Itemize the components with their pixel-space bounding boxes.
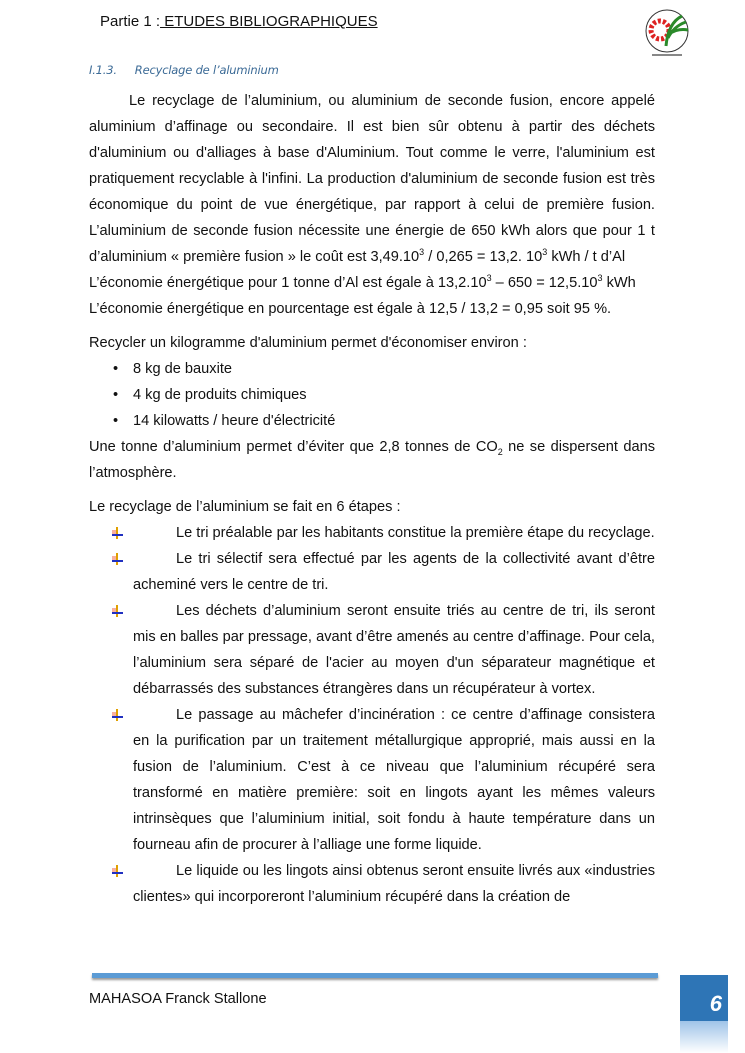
- list-item: • 14 kilowatts / heure d'électricité: [89, 408, 655, 434]
- page-number: 6: [709, 991, 722, 1016]
- savings-list: [89, 356, 655, 434]
- page-number-reflection: [680, 1021, 728, 1053]
- paragraph-co2: Une tonne d’aluminium permet d’éviter que 2,8 tonnes de $CO_2$ ne se dispersent dans l’atmosphère.: [89, 439, 655, 481]
- footer-rule: [92, 973, 658, 978]
- page-header: [100, 13, 378, 30]
- section-number: I.1.3.: [89, 63, 117, 77]
- footer-author: MAHASOA Franck Stallone: [89, 991, 267, 1007]
- step-item: [89, 546, 655, 598]
- document-body: [89, 88, 655, 910]
- step-text: Le tri sélectif sera effectué par les agents de la collectivité avant d’être acheminé vers le centre de tri.: [133, 551, 655, 593]
- step-text: Le passage au mâchefer d’incinération : ce centre d’affinage consistera en la purification par un traitement métallurgique approprié, mais aussi en la fusion de l’aluminium. C’est à ce niveau que l’aluminium récupéré sera transformé en matière première: soit en lingots ayant les mêmes valeurs intrinsèques que l’aluminium initial, soit fondu à haute température dans un fourneau afin de procurer à l’alliage une forme liquide.: [133, 707, 655, 853]
- steps-list: [89, 520, 655, 910]
- step-item: [89, 520, 655, 546]
- bullet-plus-icon: [111, 605, 123, 617]
- bullet-plus-icon: [111, 527, 123, 539]
- step-text: Le tri préalable par les habitants constitue la première étape du recyclage.: [176, 525, 655, 541]
- step-item: [89, 858, 655, 910]
- paragraph-recyclage: Le recyclage de l’aluminium, ou aluminium de seconde fusion, encore appelé aluminium d’affinage ou secondaire. Il est bien sûr obtenu à partir des déchets d'aluminium ou d'alliages à base d'Aluminium. Tout comme le verre, l'aluminium est pratiquement recyclable à l'infini. La production d'aluminium de seconde fusion est très économique du point de vue énergétique, par rapport à celui de première fusion. L’aluminium de seconde fusion nécessite une énergie de 650 kWh alors que pour 1 t d’aluminium « première fusion » le coût est 3,49.10$^3$ / 0,265 = 13,2. $10^3$ kWh / t d’Al L’économie énergétique pour 1 tonne d’Al est égale à $13,2.10^3 - 650 = 12,5.10^3$ kWh L’économie énergétique en pourcentage est égale à 12,5 / 13,2 = 0,95 soit 95 %.: [89, 93, 655, 317]
- header-title: ETUDES BIBLIOGRAPHIQUES: [160, 13, 378, 30]
- header-prefix: Partie 1 :: [100, 13, 161, 30]
- page-number-box: [680, 975, 728, 1021]
- bullet-plus-icon: [111, 553, 123, 565]
- paragraph-steps-intro: Le recyclage de l’aluminium se fait en 6 étapes :: [89, 499, 401, 515]
- step-text: Le liquide ou les lingots ainsi obtenus seront ensuite livrés aux «industries clientes» qui incorporeront l’aluminium récupéré dans la création de: [133, 863, 655, 905]
- institution-logo: [638, 8, 696, 58]
- bullet-plus-icon: [111, 865, 123, 877]
- bullet-plus-icon: [111, 709, 123, 721]
- section-heading: [89, 63, 279, 77]
- step-text: Les déchets d’aluminium seront ensuite triés au centre de tri, ils seront mis en balles par pressage, avant d’être amenés au centre d’affinage. Pour cela, l’aluminium sera séparé de l'acier au moyen d'un séparateur magnétique et débarrassés des substances étrangères dans un récupérateur à vortex.: [133, 603, 655, 697]
- list-item: • 8 kg de bauxite: [89, 356, 655, 382]
- paragraph-economies: Recycler un kilogramme d'aluminium permet d'économiser environ :: [89, 335, 527, 351]
- step-item: [89, 598, 655, 702]
- section-title: Recyclage de l’aluminium: [134, 63, 279, 77]
- step-item: [89, 702, 655, 858]
- list-item: • 4 kg de produits chimiques: [89, 382, 655, 408]
